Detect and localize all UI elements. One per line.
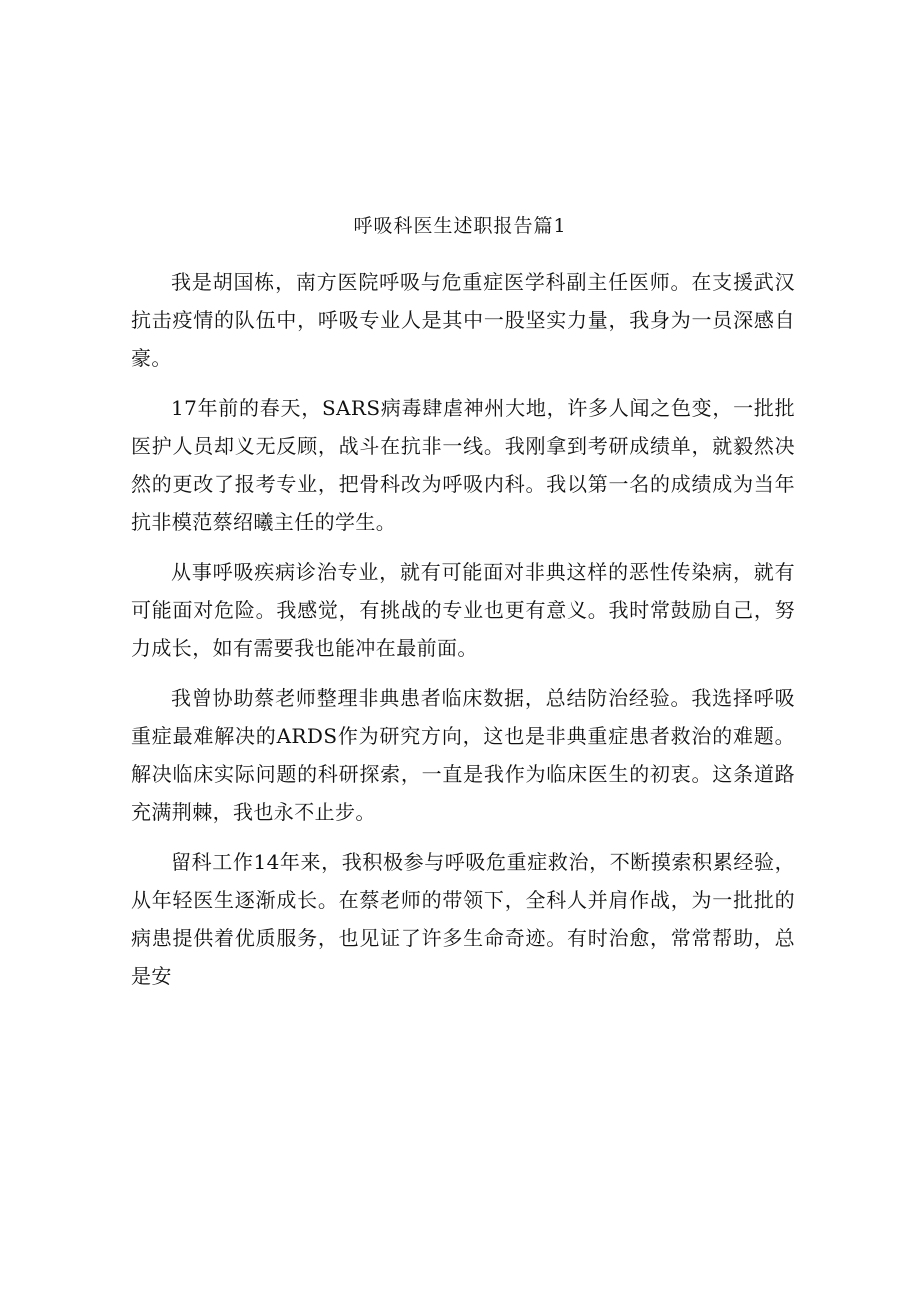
paragraph: 留科工作14年来，我积极参与呼吸危重症救治，不断摸索积累经验，从年轻医生逐渐成长。在蔡老师的带领下，全科人并肩作战，为一批批的病患提供着优质服务，也见证了许多生命奇迹。有时治愈，常常帮助，总是安: [131, 850, 795, 988]
paragraph: 我曾协助蔡老师整理非典患者临床数据，总结防治经验。我选择呼吸重症最难解决的ARDS作为研究方向，这也是非典重症患者救治的难题。解决临床实际问题的科研探索，一直是我作为临床医生的初衷。这条道路充满荆棘，我也永不止步。: [131, 686, 795, 824]
document-title: 呼吸科医生述职报告篇1: [353, 215, 567, 237]
paragraph: 我是胡国栋，南方医院呼吸与危重症医学科副主任医师。在支援武汉抗击疫情的队伍中，呼吸专业人是其中一股坚实力量，我身为一员深感自豪。: [131, 270, 795, 370]
paragraph: 从事呼吸疾病诊治专业，就有可能面对非典这样的恶性传染病，就有可能面对危险。我感觉，有挑战的专业也更有意义。我时常鼓励自己，努力成长，如有需要我也能冲在最前面。: [131, 560, 795, 660]
paragraph: 17年前的春天，SARS病毒肆虐神州大地，许多人闻之色变，一批批医护人员却义无反顾，战斗在抗非一线。我刚拿到考研成绩单，就毅然决然的更改了报考专业，把骨科改为呼吸内科。我以第一名的成绩成为当年抗非模范蔡绍曦主任的学生。: [131, 396, 795, 534]
document-body: [131, 263, 795, 1007]
